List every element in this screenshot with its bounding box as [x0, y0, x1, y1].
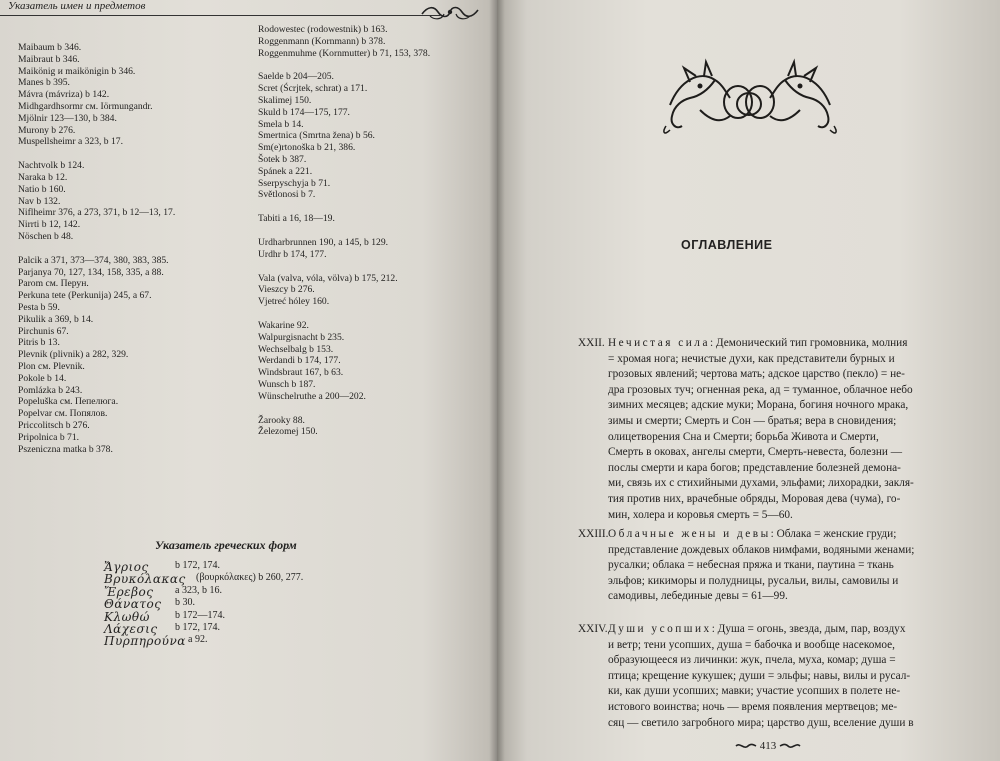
- chapter-line: грозовых явлений; чертова мать; адское царство (пекло) = не-: [608, 368, 905, 381]
- index-entry: Pripolnica b 71.: [18, 431, 80, 443]
- greek-ref: b 30.: [175, 597, 195, 609]
- index-entry: Pomlázka b 243.: [18, 384, 83, 396]
- chapter-line: тия против них, врачебные обряды, Моровая дева (чума), го-: [608, 492, 901, 505]
- greek-word: Βρυκόλακας: [104, 572, 186, 587]
- index-entry: Scret (Ścrjtek, schrat) a 171.: [258, 83, 368, 95]
- index-entry: Werdandi b 174, 177.: [258, 355, 341, 367]
- index-entry: Priccolitsch b 276.: [18, 419, 90, 431]
- toc-heading: ОГЛАВЛЕНИЕ: [681, 238, 773, 252]
- index-entry: Popelvar см. Попялов.: [18, 408, 108, 420]
- index-entry: Wakarine 92.: [258, 319, 309, 331]
- index-entry: Parjanya 70, 127, 134, 158, 335, a 88.: [18, 266, 164, 278]
- index-entry: Wünschelruthe a 200—202.: [258, 390, 366, 402]
- index-entry: Nöschen b 48.: [18, 230, 74, 242]
- group-gap: [258, 59, 430, 71]
- greek-word: Ἄγριος: [104, 560, 149, 574]
- folio-ornament-icon: [779, 742, 801, 750]
- dragons-vignette-icon: [660, 50, 840, 140]
- index-entry: Roggenmuhme (Kornmutter) b 71, 153, 378.: [258, 47, 431, 59]
- index-entry: Spánek a 221.: [258, 165, 313, 177]
- index-entry: Nachtvolk b 124.: [18, 160, 85, 172]
- group-gap: [18, 243, 175, 255]
- chapter-line: олицетворения Сна и Смерти; борьба Живота и Смерти,: [608, 430, 879, 443]
- group-gap: [18, 148, 175, 160]
- chapter-line: представление дождевых облаков нимфами, водяными женами;: [608, 543, 915, 556]
- index-entry: Roggenmann (Kornmann) b 378.: [258, 35, 386, 47]
- book-gutter: [489, 0, 505, 761]
- index-entry: Plevnik (plivnik) a 282, 329.: [18, 349, 129, 361]
- index-entry: Vieszcy b 276.: [258, 284, 315, 296]
- header-rule: [0, 15, 440, 16]
- toc-chapter-xxii: [578, 336, 970, 523]
- index-entry: Muspellsheimr a 323, b 17.: [18, 136, 123, 148]
- index-entry: Popeluška см. Пепелюга.: [18, 396, 119, 408]
- chapter-line: птица; крещение кукушек; души = эльфы; навы, вилы и русал-: [608, 669, 911, 682]
- greek-ref: a 92.: [188, 634, 208, 646]
- index-entry: Natio b 160.: [18, 183, 66, 195]
- greek-ref: b 172, 174.: [175, 621, 220, 633]
- chapter-line: самодивы, лебединые девы = 61—99.: [608, 590, 788, 603]
- index-entry: Manes b 395.: [18, 77, 70, 89]
- index-entry: Nav b 132.: [18, 195, 61, 207]
- index-entry: Vala (valva, vóla, völva) b 175, 212.: [258, 272, 398, 284]
- index-entry: Windsbraut 167, b 63.: [258, 367, 344, 379]
- index-entry: Smela b 14.: [258, 118, 304, 130]
- index-entry: Šotek b 387.: [258, 153, 307, 165]
- greek-word: Πυρπηρούνα: [104, 634, 186, 649]
- index-entry: Rodowestec (rodowestnik) b 163.: [258, 24, 388, 35]
- index-entry: Murony b 276.: [18, 124, 76, 136]
- chapter-line: мин, холера и коровья смерть = 5—60.: [608, 508, 793, 521]
- page-number: 413: [759, 740, 777, 752]
- index-entry: Maibraut b 346.: [18, 53, 80, 65]
- index-entry: Skuld b 174—175, 177.: [258, 106, 350, 118]
- chapter-line: эльфов; кикиморы и полудницы, русальи, вилы, самовилы и: [608, 574, 899, 587]
- chapter-line: и ветр; тени усопших, душа = бабочка и вообще насекомое,: [608, 638, 895, 651]
- index-entry: Tabiti a 16, 18—19.: [258, 213, 335, 225]
- index-entry: Žarooky 88.: [258, 414, 305, 426]
- index-entry: Urdharbrunnen 190, a 145, b 129.: [258, 236, 389, 248]
- chapter-line: русалки; облака = небесная пряжа и ткани, паутина = ткань: [608, 559, 894, 572]
- index-entry: Pirchunis 67.: [18, 325, 69, 337]
- index-entry: Skalimej 150.: [258, 94, 312, 106]
- greek-word: Λάχεσις: [104, 621, 158, 636]
- chapter-title: Облачные жены и девы: [608, 528, 771, 540]
- chapter-line: образующееся из личинки: жук, пчела, муха, комар; душа =: [608, 654, 896, 667]
- index-entry: Sserpyschyja b 71.: [258, 177, 331, 189]
- index-entry: Wechselbalg b 153.: [258, 343, 334, 355]
- index-entry: Palcik a 371, 373—374, 380, 383, 385.: [18, 254, 169, 266]
- index-entry: Perkuna tete (Perkunija) 245, a 67.: [18, 290, 152, 302]
- running-head: Указатель имен и предметов: [8, 0, 146, 12]
- chapter-line: : Душа = огонь, звезда, дым, пар, воздух: [711, 623, 906, 635]
- chapter-number: XXIV.: [578, 623, 608, 635]
- index-entry: Sm(e)rtonoška b 21, 386.: [258, 142, 356, 154]
- index-entry: Maikönig и maikönigin b 346.: [18, 65, 136, 77]
- greek-word: Κλωθώ: [104, 609, 150, 624]
- index-entry: Pszeniczna matka b 378.: [18, 443, 113, 455]
- chapter-line: : Демонический тип громовника, молния: [709, 337, 908, 349]
- chapter-line: зимних месяцев; адские муки; Морана, богиня ночного мрака,: [608, 399, 909, 412]
- toc-chapter-xxiv: [578, 622, 970, 731]
- greek-word: Ἔρεβος: [104, 584, 154, 599]
- index-entry: Niflheimr 376, a 273, 371, b 12—13, 17.: [18, 207, 176, 219]
- index-entry: Pitris b 13.: [18, 337, 60, 349]
- greek-ref: (βουρκόλακες) b 260, 277.: [196, 572, 304, 584]
- greek-ref: a 323, b 16.: [175, 584, 222, 596]
- index-entry: Železomej 150.: [258, 426, 318, 438]
- index-entry: Parom см. Перун.: [18, 278, 89, 290]
- greek-word: Θάνατος: [104, 597, 162, 612]
- group-gap: [258, 201, 430, 213]
- left-page: [0, 0, 497, 761]
- index-entry: Pesta b 59.: [18, 301, 60, 313]
- chapter-line: истового воинства; ночь — время появления мертвецов; ме-: [608, 700, 898, 713]
- index-entry: Vjetreć hóley 160.: [258, 296, 330, 308]
- index-entry: Saelde b 204—205.: [258, 71, 334, 83]
- chapter-line: дра грозовых туч; огненная река, ад = туманное, облачное небо: [608, 383, 913, 396]
- index-entry: Midhgardhsormr см. Iörmungandr.: [18, 100, 153, 112]
- chapter-title: Нечистая сила: [608, 337, 710, 349]
- chapter-line: ки, как души усопших; мавки; участие усопших в полете не-: [608, 685, 901, 698]
- page-folio: [735, 740, 801, 752]
- group-gap: [258, 403, 430, 415]
- chapter-line: зимы и смерти; Смерть и Сон — братья; вера в сновидения;: [608, 414, 897, 427]
- index-entry: Urdhr b 174, 177.: [258, 248, 327, 260]
- chapter-line: Смерть в оковах, ангелы смерти, Смерть-невеста, болезни —: [608, 446, 903, 459]
- header-ornament-icon: [420, 2, 480, 22]
- chapter-line: ми, связь их с стихийными духами, эльфами; лихорадки, закля-: [608, 477, 914, 490]
- index-entry: Světlonosi b 7.: [258, 189, 316, 201]
- greek-ref: b 172—174.: [175, 609, 225, 621]
- group-gap: [258, 225, 430, 237]
- index-entry: Mávra (mávriza) b 142.: [18, 89, 110, 101]
- index-column-right: [258, 24, 430, 438]
- index-entry: Maibaum b 346.: [18, 42, 82, 53]
- index-entry: Pokole b 14.: [18, 372, 67, 384]
- index-column-left: [18, 42, 175, 455]
- group-gap: [258, 308, 430, 320]
- chapter-line: : Облака = женские груди;: [770, 528, 897, 540]
- group-gap: [258, 261, 430, 273]
- index-entry: Plon см. Plevnik.: [18, 360, 85, 372]
- folio-ornament-icon: [735, 742, 757, 750]
- index-entry: Mjölnir 123—130, b 384.: [18, 112, 117, 124]
- toc-chapter-xxiii: [578, 527, 970, 605]
- greek-index-title: Указатель греческих форм: [155, 538, 297, 552]
- index-entry: Wunsch b 187.: [258, 378, 316, 390]
- chapter-line: сяц — светило загробного мира; царство душ, вселение души в: [608, 716, 914, 729]
- index-entry: Walpurgisnacht b 235.: [258, 331, 345, 343]
- chapter-number: XXII.: [578, 337, 605, 349]
- index-entry: Naraka b 12.: [18, 171, 68, 183]
- chapter-title: Души усопших: [608, 623, 712, 635]
- greek-ref: b 172, 174.: [175, 560, 220, 571]
- chapter-line: послы смерти и кара богов; представление болезней демона-: [608, 461, 901, 474]
- chapter-line: = хромая нога; нечистые духи, как представители бурных и: [608, 352, 895, 365]
- index-entry: Nirrti b 12, 142.: [18, 219, 81, 231]
- index-entry: Pikulik a 369, b 14.: [18, 313, 94, 325]
- index-entry: Smertnica (Smrtna žena) b 56.: [258, 130, 375, 142]
- chapter-number: XXIII.: [578, 528, 609, 540]
